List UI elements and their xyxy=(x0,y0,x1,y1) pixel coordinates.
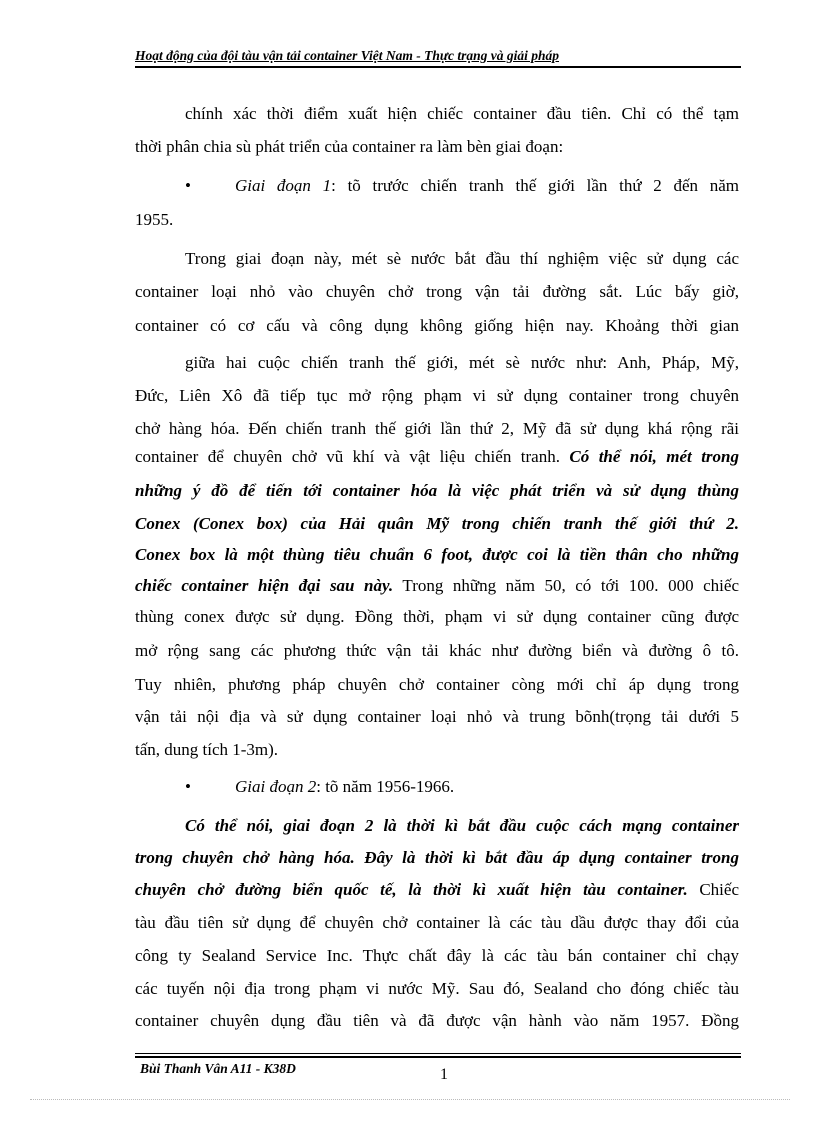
page-boundary-line xyxy=(30,1099,790,1100)
bullet-item-1 xyxy=(235,176,739,210)
bullet-item-2 xyxy=(235,777,739,811)
emphasis-line: những ý đồ để tiến tới container hóa là việc phát triển và sử dụng thùng xyxy=(135,481,739,500)
header-rule xyxy=(135,66,741,68)
text-line: công ty Sealand Service Inc. Thực chất đây là các tàu bán container chỉ chạy xyxy=(135,946,739,965)
text-line: tấn, dung tích 1-3m). xyxy=(135,740,279,759)
text-line: thời phân chia sù phát triển của container ra làm bèn giai đoạn: xyxy=(135,137,564,156)
page-number: 1 xyxy=(440,1066,448,1083)
emphasis-span: Có thể nói, mét trong xyxy=(569,447,740,466)
bullet-text: : tõ năm 1956-1966. xyxy=(316,777,455,796)
text-line: chở hàng hóa. Đến chiến tranh thế giới lần thứ 2, Mỹ đã sử dụng khá rộng rãi xyxy=(135,419,739,438)
text-line: vận tải nội địa và sử dụng container loại nhỏ và trung bõnh(trọng tải dưới 5 xyxy=(135,707,739,726)
bullet-label: Giai đoạn 1 xyxy=(235,176,332,195)
bullet-icon: • xyxy=(185,176,191,195)
text-line: các tuyến nội địa trong phạm vi nước Mỹ. Sau đó, Sealand cho đóng chiếc tàu xyxy=(135,979,739,998)
running-header: Hoạt động của đội tàu vận tải container Việt Nam - Thực trạng và giải pháp xyxy=(135,48,559,63)
text-span: Chiếc xyxy=(687,880,739,899)
text-line: tàu đầu tiên sử dụng để chuyên chở container là các tàu dầu được thay đổi của xyxy=(135,913,739,932)
emphasis-span: chuyên chở đường biển quốc tế, là thời kì xuất hiện tàu container. xyxy=(135,880,688,899)
text-line: container có cơ cấu và công dụng không giống hiện nay. Khoảng thời gian xyxy=(135,316,739,335)
emphasis-line: Conex box là một thùng tiêu chuẩn 6 foot, được coi là tiền thân cho những xyxy=(135,545,739,564)
text-line: Đức, Liên Xô đã tiếp tục mở rộng phạm vi sử dụng container trong chuyên xyxy=(135,386,739,405)
text-span: Trong những năm 50, có tới 100. 000 chiếc xyxy=(393,576,739,595)
footer-rule xyxy=(135,1053,741,1054)
text-line xyxy=(135,880,739,914)
text-line: giữa hai cuộc chiến tranh thế giới, mét sè nước như: Anh, Pháp, Mỹ, xyxy=(185,353,739,372)
text-line: container loại nhỏ vào chuyên chở trong vận tải đường sắt. Lúc bấy giờ, xyxy=(135,282,739,301)
text-line xyxy=(135,576,739,610)
text-line: container chuyên dụng đầu tiên và đã được vận hành vào năm 1957. Đồng xyxy=(135,1011,739,1030)
emphasis-line: trong chuyên chở hàng hóa. Đây là thời kì bắt đầu áp dụng container trong xyxy=(135,848,739,867)
text-line: thùng conex được sử dụng. Đồng thời, phạm vi sử dụng container cũng được xyxy=(135,607,739,626)
text-line: Trong giai đoạn này, mét sè nước bắt đầu thí nghiệm việc sử dụng các xyxy=(185,249,739,268)
text-line: Tuy nhiên, phương pháp chuyên chở container còng mới chỉ áp dụng trong xyxy=(135,675,739,694)
text-line xyxy=(135,447,739,481)
emphasis-line: Có thể nói, giai đoạn 2 là thời kì bắt đầu cuộc cách mạng container xyxy=(185,816,739,835)
emphasis-span: chiếc container hiện đại sau này. xyxy=(135,576,394,595)
footer-rule xyxy=(135,1056,741,1058)
bullet-label: Giai đoạn 2 xyxy=(235,777,317,796)
text-span: container để chuyên chở vũ khí và vật liệu chiến tranh. xyxy=(135,447,570,466)
footer-author: Bùi Thanh Vân A11 - K38D xyxy=(140,1061,296,1076)
text-line: mở rộng sang các phương thức vận tải khác như đường biển và đường ô tô. xyxy=(135,641,739,660)
text-line: 1955. xyxy=(135,210,174,229)
emphasis-line: Conex (Conex box) của Hải quân Mỹ trong chiến tranh thế giới thứ 2. xyxy=(135,514,739,533)
bullet-icon: • xyxy=(185,777,191,796)
bullet-text: : tõ trước chiến tranh thế giới lần thứ 2 đến năm xyxy=(331,176,739,195)
text-line: chính xác thời điểm xuất hiện chiếc container đầu tiên. Chỉ có thể tạm xyxy=(185,104,739,123)
